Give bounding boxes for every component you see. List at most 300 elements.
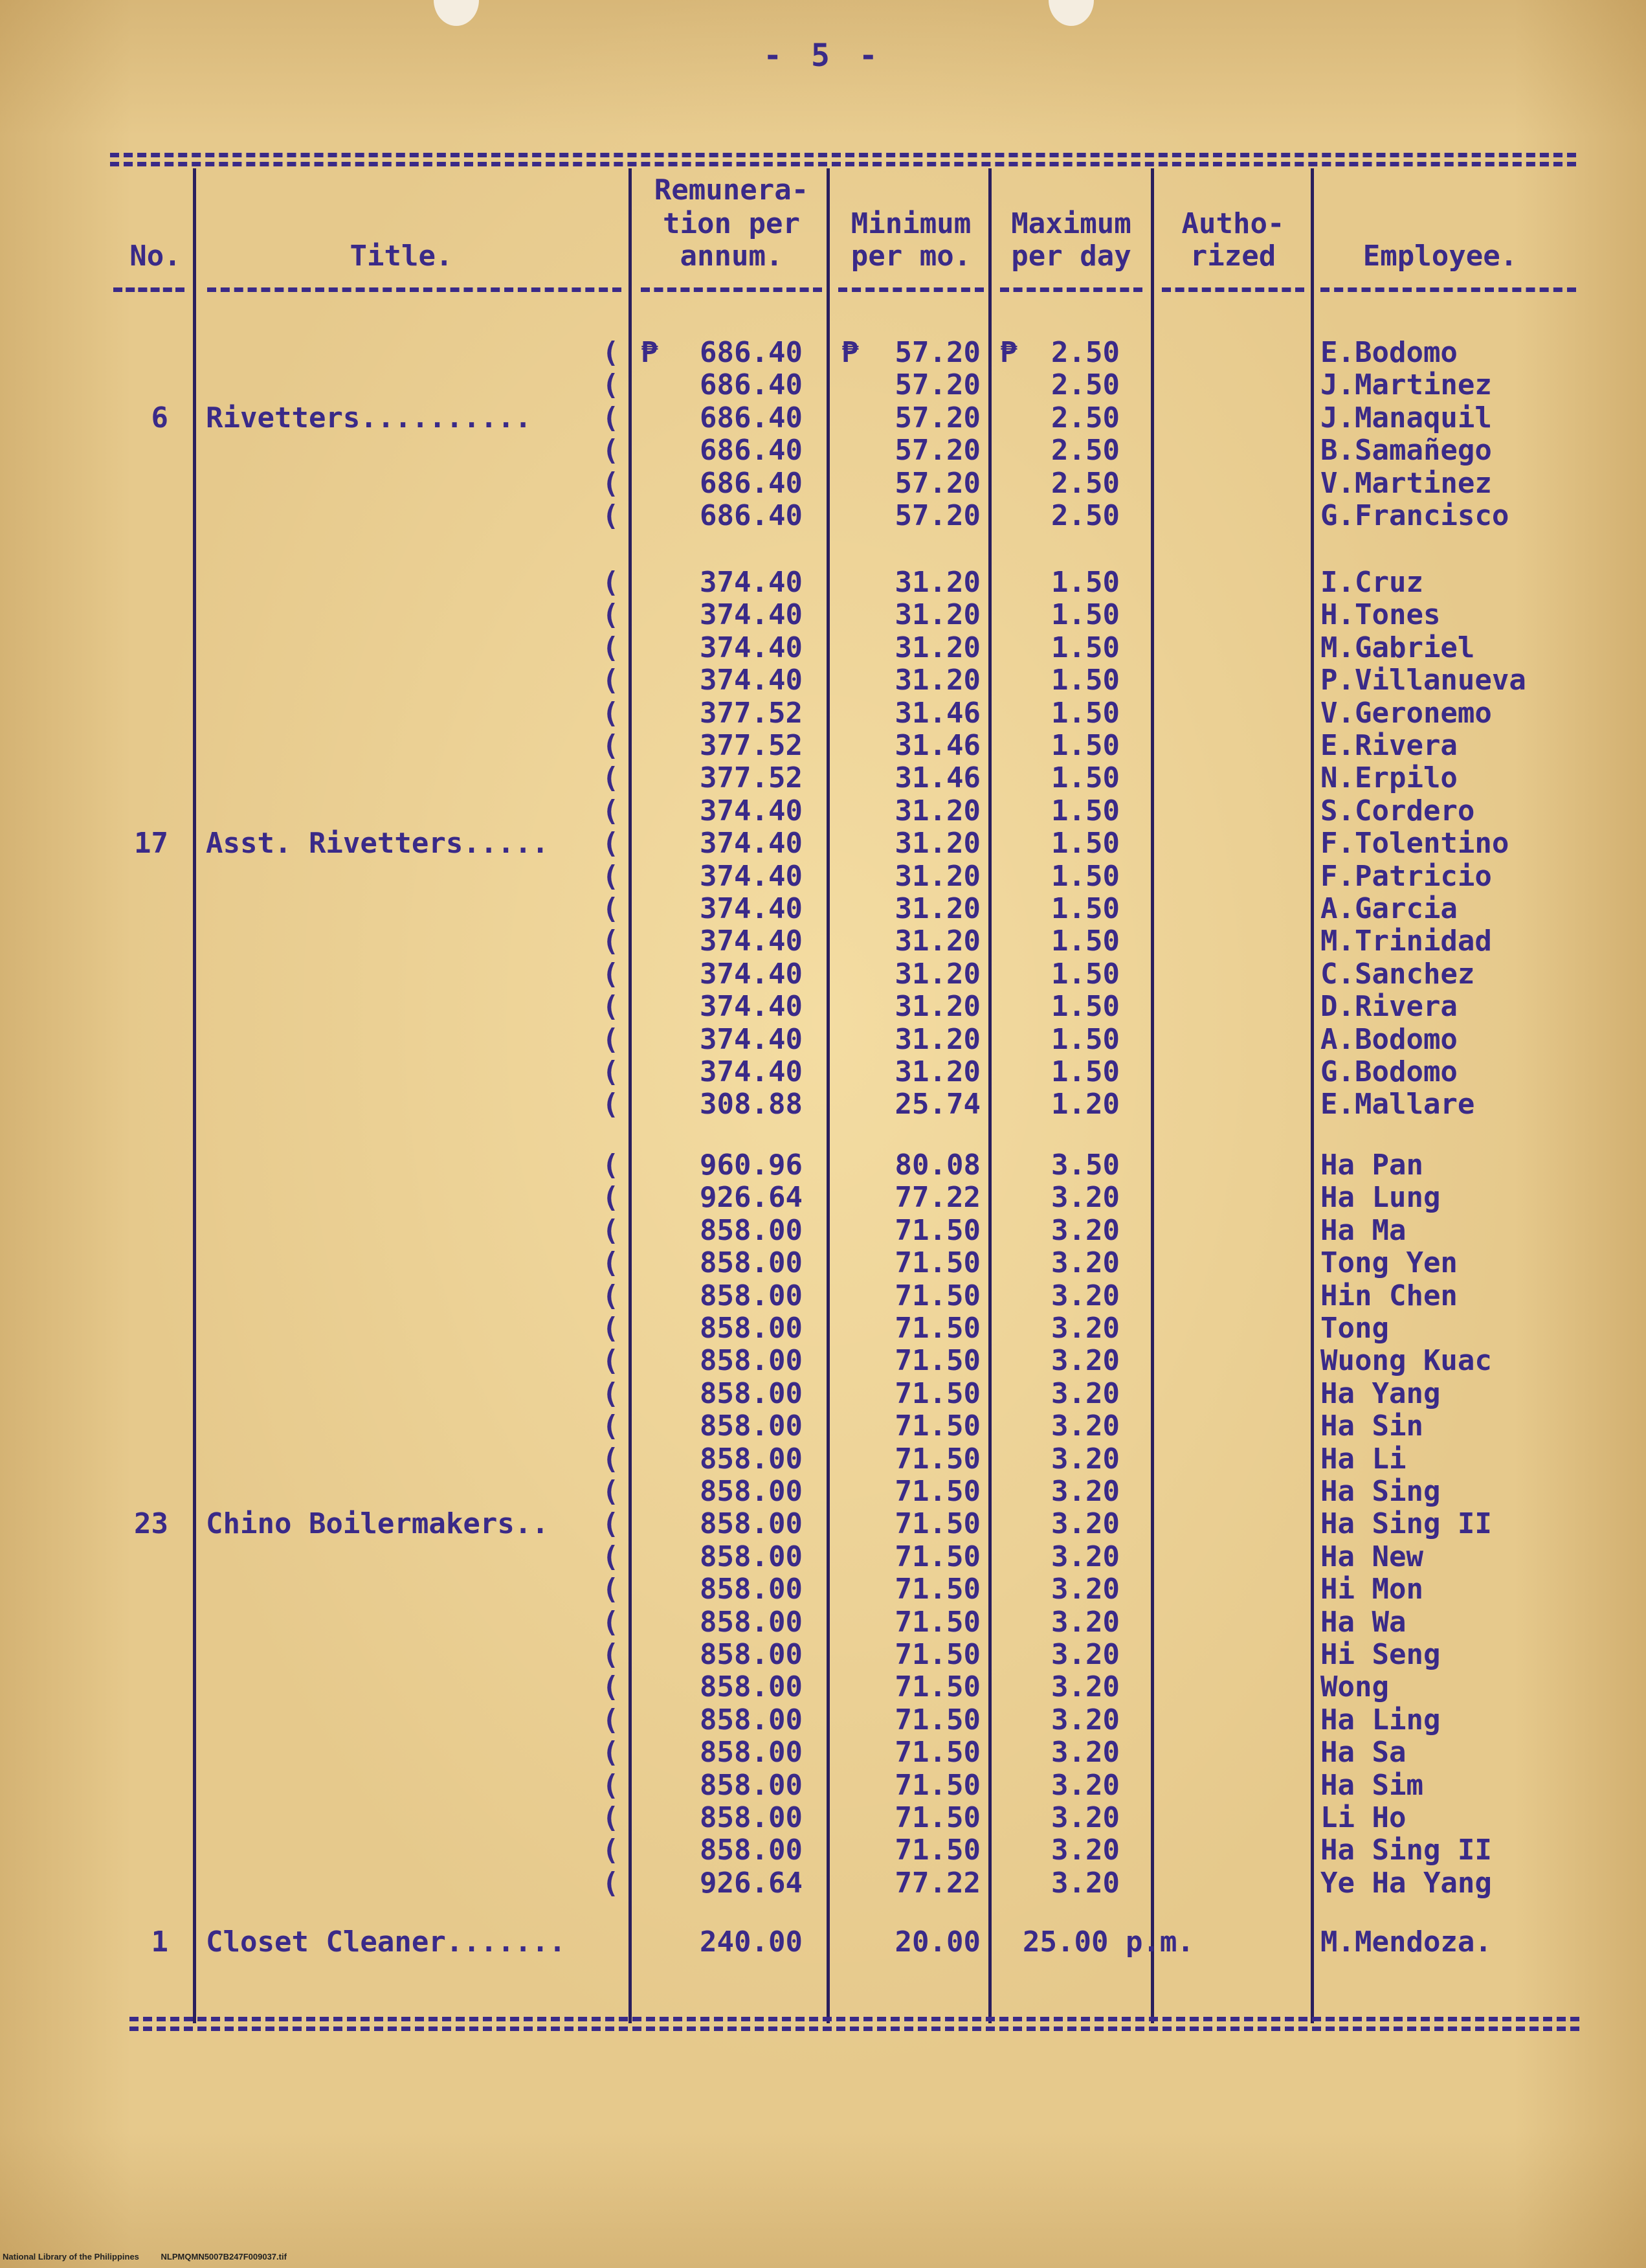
- annual-remuneration: 858.00: [700, 1507, 803, 1541]
- group-title: Asst. Rivetters.....: [206, 827, 549, 860]
- header-employee: Employee.: [1362, 240, 1518, 273]
- header-rule-title: [207, 287, 621, 292]
- annual-remuneration: 686.40: [700, 336, 803, 369]
- annual-remuneration: 858.00: [700, 1409, 803, 1443]
- maximum-per-day: 3.20: [1051, 1768, 1120, 1802]
- minimum-per-month: 71.50: [895, 1246, 981, 1280]
- group-bracket: (: [602, 1344, 619, 1378]
- minimum-per-month: 31.20: [895, 827, 981, 860]
- minimum-per-month: 31.20: [895, 990, 981, 1024]
- table-row: [0, 1056, 1646, 1088]
- maximum-per-day: 2.50: [1051, 466, 1120, 500]
- minimum-per-month: 71.50: [895, 1670, 981, 1704]
- annual-remuneration: 858.00: [700, 1376, 803, 1410]
- employee-name: Wuong Kuac: [1320, 1344, 1492, 1378]
- minimum-per-month: 31.20: [895, 1055, 981, 1088]
- annual-remuneration: 858.00: [700, 1768, 803, 1802]
- annual-remuneration: 858.00: [700, 1703, 803, 1736]
- employee-name: Ha Sing II: [1320, 1834, 1492, 1867]
- group-bracket: (: [602, 794, 619, 827]
- employee-name: Hin Chen: [1320, 1279, 1458, 1312]
- group-count: 17: [134, 827, 168, 860]
- table-row: [0, 1802, 1646, 1834]
- employee-name: Ye Ha Yang: [1320, 1866, 1492, 1900]
- maximum-per-day: 1.50: [1051, 827, 1120, 860]
- header-rule-maximum: [1000, 287, 1142, 292]
- annual-remuneration: 858.00: [700, 1475, 803, 1508]
- employee-name: Ha Wa: [1320, 1605, 1407, 1639]
- group-bracket: (: [602, 1409, 619, 1443]
- minimum-per-month: 71.50: [895, 1703, 981, 1736]
- maximum-per-day: 3.20: [1051, 1181, 1120, 1215]
- minimum-per-month: 80.08: [895, 1149, 981, 1182]
- maximum-per-day: 3.20: [1051, 1540, 1120, 1573]
- group-bracket: (: [602, 1670, 619, 1704]
- employee-name: Ha Yang: [1320, 1376, 1441, 1410]
- table-row: [0, 369, 1646, 401]
- top-rule-1: [110, 153, 1576, 157]
- annual-remuneration: 858.00: [700, 1670, 803, 1704]
- employee-name: Li Ho: [1320, 1801, 1407, 1834]
- table-row: [0, 1378, 1646, 1410]
- group-count: 6: [151, 401, 168, 434]
- maximum-per-day: 3.50: [1051, 1149, 1120, 1182]
- group-bracket: (: [602, 1312, 619, 1345]
- maximum-per-day: 1.50: [1051, 761, 1120, 795]
- minimum-per-month: 20.00: [895, 1926, 981, 1959]
- group-bracket: (: [602, 1088, 619, 1121]
- annual-remuneration: 858.00: [700, 1442, 803, 1476]
- annual-remuneration: 308.88: [700, 1088, 803, 1121]
- header-maximum-2: per day: [1011, 240, 1131, 273]
- group-bracket: (: [602, 664, 619, 697]
- minimum-per-month: 71.50: [895, 1605, 981, 1639]
- group-bracket: (: [602, 1540, 619, 1573]
- maximum-per-day: 2.50: [1051, 368, 1120, 402]
- maximum-per-day: 1.50: [1051, 859, 1120, 893]
- minimum-per-month: 71.50: [895, 1768, 981, 1802]
- group-bracket: (: [602, 1801, 619, 1834]
- annual-remuneration: 686.40: [700, 499, 803, 532]
- table-row: [0, 795, 1646, 827]
- employee-name: Ha Li: [1320, 1442, 1407, 1476]
- group-bracket: (: [602, 1834, 619, 1867]
- group-bracket: (: [602, 631, 619, 664]
- top-rule-2: [110, 162, 1576, 166]
- minimum-per-month: 31.20: [895, 957, 981, 991]
- header-no: No.: [129, 240, 181, 273]
- table-row: [0, 1182, 1646, 1214]
- header-rule-employee: [1320, 287, 1576, 292]
- employee-name: E.Bodomo: [1320, 336, 1458, 369]
- employee-name: I.Cruz: [1320, 566, 1423, 599]
- currency-symbol: ₱: [641, 336, 658, 369]
- minimum-per-month: 25.74: [895, 1088, 981, 1121]
- employee-name: V.Geronemo: [1320, 696, 1492, 730]
- maximum-per-day: 3.20: [1051, 1279, 1120, 1312]
- group-bracket: (: [602, 1507, 619, 1541]
- employee-name: M.Trinidad: [1320, 925, 1492, 958]
- maximum-per-day: 3.20: [1051, 1866, 1120, 1900]
- employee-name: H.Tones: [1320, 598, 1441, 632]
- employee-name: Hi Seng: [1320, 1638, 1441, 1671]
- annual-remuneration: 858.00: [700, 1246, 803, 1280]
- group-bracket: (: [602, 925, 619, 958]
- table-row: [0, 1088, 1646, 1121]
- maximum-per-day: 3.20: [1051, 1736, 1120, 1769]
- annual-remuneration: 377.52: [700, 696, 803, 730]
- header-title: Title.: [350, 240, 453, 273]
- employee-name: Tong Yen: [1320, 1246, 1458, 1280]
- minimum-per-month: 71.50: [895, 1540, 981, 1573]
- table-row: [0, 1926, 1646, 1959]
- minimum-per-month: 77.22: [895, 1181, 981, 1215]
- group-title: Rivetters..........: [206, 401, 532, 434]
- employee-name: E.Rivera: [1320, 729, 1458, 762]
- group-bracket: (: [602, 1279, 619, 1312]
- employee-name: Tong: [1320, 1312, 1389, 1345]
- annual-remuneration: 926.64: [700, 1866, 803, 1900]
- minimum-per-month: 71.50: [895, 1834, 981, 1867]
- table-row: [0, 402, 1646, 434]
- annual-remuneration: 858.00: [700, 1540, 803, 1573]
- header-authorized-1: Autho-: [1181, 207, 1285, 240]
- punch-hole-left: [434, 0, 479, 26]
- footer-institution: National Library of the Philippines: [3, 2252, 139, 2262]
- employee-name: Ha Sing: [1320, 1475, 1441, 1508]
- employee-name: Ha Ma: [1320, 1213, 1407, 1247]
- maximum-per-day: 2.50: [1051, 336, 1120, 369]
- group-bracket: (: [602, 466, 619, 500]
- table-row: [0, 1671, 1646, 1703]
- group-bracket: (: [602, 1022, 619, 1056]
- minimum-per-month: 31.20: [895, 794, 981, 827]
- annual-remuneration: 374.40: [700, 892, 803, 925]
- table-row: [0, 730, 1646, 762]
- maximum-per-day: 1.50: [1051, 794, 1120, 827]
- maximum-per-day: 1.50: [1051, 631, 1120, 664]
- minimum-per-month: 31.20: [895, 859, 981, 893]
- annual-remuneration: 377.52: [700, 729, 803, 762]
- table-row: [0, 1410, 1646, 1443]
- table-row: [0, 991, 1646, 1023]
- header-rule-remuneration: [641, 287, 822, 292]
- table-row: [0, 1573, 1646, 1606]
- minimum-per-month: 31.46: [895, 761, 981, 795]
- footer-file-id: NLPMQMN5007B247F009037.tif: [161, 2252, 287, 2262]
- currency-symbol: ₱: [1000, 336, 1018, 369]
- maximum-per-day: 1.50: [1051, 598, 1120, 632]
- table-row: [0, 500, 1646, 532]
- minimum-per-month: 31.46: [895, 729, 981, 762]
- maximum-per-day: 3.20: [1051, 1312, 1120, 1345]
- employee-name: Ha Pan: [1320, 1149, 1423, 1182]
- group-bracket: (: [602, 1703, 619, 1736]
- annual-remuneration: 858.00: [700, 1213, 803, 1247]
- employee-name: F.Tolentino: [1320, 827, 1509, 860]
- group-bracket: (: [602, 1246, 619, 1280]
- minimum-per-month: 31.20: [895, 631, 981, 664]
- employee-name: Ha Sing II: [1320, 1507, 1492, 1541]
- group-bracket: (: [602, 1376, 619, 1410]
- header-remuneration-1: Remunera-: [654, 174, 809, 207]
- table-row: [0, 1149, 1646, 1182]
- annual-remuneration: 374.40: [700, 827, 803, 860]
- group-bracket: (: [602, 1213, 619, 1247]
- minimum-per-month: 57.20: [895, 368, 981, 402]
- group-bracket: (: [602, 1181, 619, 1215]
- group-bracket: (: [602, 401, 619, 434]
- bottom-rule-2: [129, 2027, 1579, 2031]
- maximum-per-day: 3.20: [1051, 1213, 1120, 1247]
- table-row: [0, 1769, 1646, 1802]
- annual-remuneration: 374.40: [700, 1055, 803, 1088]
- table-row: [0, 1606, 1646, 1639]
- maximum-per-day: 1.50: [1051, 1022, 1120, 1056]
- group-bracket: (: [602, 761, 619, 795]
- maximum-per-day: 1.50: [1051, 696, 1120, 730]
- maximum-per-day: 1.50: [1051, 990, 1120, 1024]
- minimum-per-month: 71.50: [895, 1801, 981, 1834]
- table-row: [0, 1508, 1646, 1540]
- annual-remuneration: 686.40: [700, 434, 803, 467]
- group-bracket: (: [602, 499, 619, 532]
- table-row: [0, 1345, 1646, 1377]
- punch-hole-right: [1049, 0, 1094, 26]
- page-number: - 5 -: [763, 38, 883, 74]
- annual-remuneration: 377.52: [700, 761, 803, 795]
- annual-remuneration: 374.40: [700, 859, 803, 893]
- employee-name: M.Mendoza.: [1320, 1926, 1492, 1959]
- annual-remuneration: 374.40: [700, 794, 803, 827]
- group-bracket: (: [602, 1055, 619, 1088]
- table-row: [0, 1704, 1646, 1736]
- table-row: [0, 1247, 1646, 1279]
- annual-remuneration: 858.00: [700, 1801, 803, 1834]
- maximum-per-day: 1.50: [1051, 1055, 1120, 1088]
- maximum-per-day: 3.20: [1051, 1638, 1120, 1671]
- maximum-per-day: 3.20: [1051, 1376, 1120, 1410]
- table-row: [0, 762, 1646, 794]
- header-remuneration-2: tion per: [663, 207, 800, 240]
- group-bracket: (: [602, 990, 619, 1024]
- group-bracket: (: [602, 1605, 619, 1639]
- table-row: [0, 1312, 1646, 1345]
- maximum-per-day: 3.20: [1051, 1573, 1120, 1606]
- minimum-per-month: 57.20: [895, 401, 981, 434]
- maximum-per-day: 1.50: [1051, 957, 1120, 991]
- table-row: [0, 467, 1646, 500]
- table-row: [0, 1024, 1646, 1056]
- annual-remuneration: 686.40: [700, 368, 803, 402]
- maximum-per-day: 25.00 p.m.: [1023, 1926, 1194, 1959]
- header-minimum-1: Minimum: [851, 207, 972, 240]
- maximum-per-day: 2.50: [1051, 499, 1120, 532]
- annual-remuneration: 374.40: [700, 631, 803, 664]
- table-row: [0, 958, 1646, 991]
- table-row: [0, 1736, 1646, 1769]
- minimum-per-month: 57.20: [895, 466, 981, 500]
- table-row: [0, 664, 1646, 697]
- scan-footer: [3, 2252, 306, 2262]
- minimum-per-month: 71.50: [895, 1573, 981, 1606]
- maximum-per-day: 3.20: [1051, 1507, 1120, 1541]
- employee-name: J.Martinez: [1320, 368, 1492, 402]
- minimum-per-month: 31.20: [895, 925, 981, 958]
- group-title: Closet Cleaner.......: [206, 1926, 566, 1959]
- annual-remuneration: 240.00: [700, 1926, 803, 1959]
- table-row: [0, 599, 1646, 631]
- maximum-per-day: 3.20: [1051, 1442, 1120, 1476]
- minimum-per-month: 31.20: [895, 664, 981, 697]
- maximum-per-day: 1.50: [1051, 892, 1120, 925]
- table-row: [0, 1443, 1646, 1476]
- group-bracket: (: [602, 1475, 619, 1508]
- annual-remuneration: 858.00: [700, 1605, 803, 1639]
- header-rule-no: [113, 287, 184, 292]
- header-rule-minimum: [838, 287, 984, 292]
- minimum-per-month: 71.50: [895, 1475, 981, 1508]
- group-bracket: (: [602, 1149, 619, 1182]
- maximum-per-day: 3.20: [1051, 1834, 1120, 1867]
- table-row: [0, 893, 1646, 925]
- maximum-per-day: 1.50: [1051, 925, 1120, 958]
- annual-remuneration: 374.40: [700, 925, 803, 958]
- employee-name: C.Sanchez: [1320, 957, 1475, 991]
- group-bracket: (: [602, 598, 619, 632]
- annual-remuneration: 686.40: [700, 466, 803, 500]
- employee-name: A.Garcia: [1320, 892, 1458, 925]
- employee-name: Ha Sin: [1320, 1409, 1423, 1443]
- minimum-per-month: 71.50: [895, 1442, 981, 1476]
- employee-name: G.Bodomo: [1320, 1055, 1458, 1088]
- employee-name: D.Rivera: [1320, 990, 1458, 1024]
- minimum-per-month: 57.20: [895, 434, 981, 467]
- maximum-per-day: 3.20: [1051, 1670, 1120, 1704]
- employee-name: B.Samañego: [1320, 434, 1492, 467]
- employee-name: Ha New: [1320, 1540, 1423, 1573]
- employee-name: E.Mallare: [1320, 1088, 1475, 1121]
- employee-name: N.Erpilo: [1320, 761, 1458, 795]
- annual-remuneration: 858.00: [700, 1312, 803, 1345]
- group-bracket: (: [602, 957, 619, 991]
- maximum-per-day: 1.20: [1051, 1088, 1120, 1121]
- group-bracket: (: [602, 434, 619, 467]
- employee-name: Hi Mon: [1320, 1573, 1423, 1606]
- group-count: 23: [134, 1507, 168, 1541]
- table-row: [0, 1867, 1646, 1900]
- maximum-per-day: 2.50: [1051, 401, 1120, 434]
- minimum-per-month: 71.50: [895, 1279, 981, 1312]
- table-row: [0, 1834, 1646, 1867]
- annual-remuneration: 374.40: [700, 1022, 803, 1056]
- employee-name: S.Cordero: [1320, 794, 1475, 827]
- table-row: [0, 1476, 1646, 1508]
- maximum-per-day: 3.20: [1051, 1703, 1120, 1736]
- group-bracket: (: [602, 1442, 619, 1476]
- group-bracket: (: [602, 696, 619, 730]
- group-bracket: (: [602, 729, 619, 762]
- annual-remuneration: 374.40: [700, 566, 803, 599]
- table-row: [0, 860, 1646, 893]
- minimum-per-month: 31.20: [895, 598, 981, 632]
- header-rule-authorized: [1162, 287, 1304, 292]
- maximum-per-day: 1.50: [1051, 566, 1120, 599]
- annual-remuneration: 858.00: [700, 1638, 803, 1671]
- minimum-per-month: 71.50: [895, 1312, 981, 1345]
- table-row: [0, 567, 1646, 599]
- group-bracket: (: [602, 1768, 619, 1802]
- maximum-per-day: 3.20: [1051, 1344, 1120, 1378]
- employee-name: V.Martinez: [1320, 466, 1492, 500]
- minimum-per-month: 77.22: [895, 1866, 981, 1900]
- header-remuneration-3: annum.: [680, 240, 783, 273]
- employee-name: Ha Sim: [1320, 1768, 1423, 1802]
- annual-remuneration: 374.40: [700, 598, 803, 632]
- minimum-per-month: 71.50: [895, 1213, 981, 1247]
- group-bracket: (: [602, 566, 619, 599]
- annual-remuneration: 374.40: [700, 664, 803, 697]
- table-row: [0, 697, 1646, 730]
- annual-remuneration: 858.00: [700, 1279, 803, 1312]
- employee-name: J.Manaquil: [1320, 401, 1492, 434]
- annual-remuneration: 858.00: [700, 1344, 803, 1378]
- annual-remuneration: 374.40: [700, 957, 803, 991]
- group-count: 1: [151, 1926, 168, 1959]
- minimum-per-month: 31.20: [895, 1022, 981, 1056]
- minimum-per-month: 31.46: [895, 696, 981, 730]
- table-row: [0, 1215, 1646, 1247]
- employee-name: Wong: [1320, 1670, 1389, 1704]
- employee-name: P.Villanueva: [1320, 664, 1526, 697]
- annual-remuneration: 858.00: [700, 1834, 803, 1867]
- maximum-per-day: 2.50: [1051, 434, 1120, 467]
- group-bracket: (: [602, 368, 619, 402]
- minimum-per-month: 71.50: [895, 1344, 981, 1378]
- minimum-per-month: 31.20: [895, 566, 981, 599]
- employee-name: F.Patricio: [1320, 859, 1492, 893]
- currency-symbol: ₱: [841, 336, 859, 369]
- bottom-rule-1: [129, 2017, 1579, 2021]
- minimum-per-month: 57.20: [895, 499, 981, 532]
- employee-name: G.Francisco: [1320, 499, 1509, 532]
- annual-remuneration: 926.64: [700, 1181, 803, 1215]
- annual-remuneration: 858.00: [700, 1736, 803, 1769]
- maximum-per-day: 1.50: [1051, 664, 1120, 697]
- maximum-per-day: 3.20: [1051, 1409, 1120, 1443]
- group-bracket: (: [602, 1638, 619, 1671]
- group-title: Chino Boilermakers..: [206, 1507, 549, 1541]
- minimum-per-month: 71.50: [895, 1638, 981, 1671]
- minimum-per-month: 71.50: [895, 1376, 981, 1410]
- minimum-per-month: 57.20: [895, 336, 981, 369]
- group-bracket: (: [602, 827, 619, 860]
- header-minimum-2: per mo.: [851, 240, 972, 273]
- table-row: [0, 1639, 1646, 1671]
- minimum-per-month: 31.20: [895, 892, 981, 925]
- maximum-per-day: 3.20: [1051, 1475, 1120, 1508]
- table-row: [0, 1280, 1646, 1312]
- group-bracket: (: [602, 1736, 619, 1769]
- table-row: [0, 1541, 1646, 1573]
- employee-name: A.Bodomo: [1320, 1022, 1458, 1056]
- group-bracket: (: [602, 336, 619, 369]
- minimum-per-month: 71.50: [895, 1409, 981, 1443]
- header-maximum-1: Maximum: [1011, 207, 1131, 240]
- table-row: [0, 827, 1646, 860]
- header-authorized-2: rized: [1190, 240, 1276, 273]
- annual-remuneration: 686.40: [700, 401, 803, 434]
